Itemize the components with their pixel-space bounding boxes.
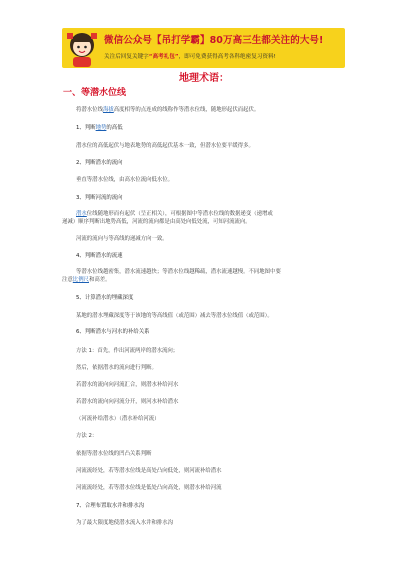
- item-1-text: 潜水位的高低起伏与地表地势的高低起伏基本一致，但潜水位要平缓得多。: [76, 143, 254, 149]
- section-heading: 一、等潜水位线: [63, 88, 127, 98]
- item-3-heading: 3、判断河流的流向: [76, 195, 123, 201]
- item-3-text-3: 河流的流向与等高线的递减方向一致。: [76, 236, 168, 242]
- item-5-text: 某地的潜水埋藏深度等于该地的等高线值（或范围）减去等潜水位线值（或范围）。: [76, 313, 273, 319]
- link-qianshui[interactable]: 潜水: [76, 211, 87, 217]
- method-1-line-3: 若潜水的流向向河流汇合，则潜水补给河水: [76, 382, 179, 388]
- item-2-heading: 2、判断潜水的流向: [76, 160, 123, 166]
- item-3-text-2: 递减）顺序判断出地势高低，河流的流向都是由高处向低处流，可知河流流向。: [62, 219, 251, 225]
- item-3-text-1: 潜水位线随地形而有起伏（呈正相关），可根据图中等潜水位线的数据递变（递增或: [76, 211, 273, 217]
- link-haiba[interactable]: 海拔: [102, 107, 114, 113]
- item-4-text-2: 注意比例尺和高差。: [62, 277, 111, 283]
- item-4-heading: 4、判断潜水的流速: [76, 253, 123, 259]
- item-7-text: 为了最大限度地使潜水流入水井和排水沟: [76, 520, 174, 526]
- item-6-heading: 6、判断潜水与河水的补给关系: [76, 329, 150, 335]
- method-2-line-2: 河流流经处，若等潜水位线是高处凸向低处，则河流补给潜水: [76, 468, 222, 474]
- item-4-text-1: 等潜水位线越密集，潜水流速越快；等潜水位线越稀疏，潜水流速越慢。不同地图中要: [76, 269, 281, 275]
- method-1-line-2: 然后，依据潜水的流向进行判断。: [76, 365, 157, 371]
- method-1-line-5: （河流补给潜水）（潜水补给河流）: [76, 416, 160, 422]
- intro-paragraph: 将潜水位线海拔高度相等的点连成的线称作等潜水位线，随地形起伏而起伏。: [76, 107, 260, 113]
- banner-title: 微信公众号【吊打学霸】80万高三生都关注的大号!: [104, 35, 324, 46]
- item-7-heading: 7、合理布置取水井和排水沟: [76, 503, 145, 509]
- link-dishi[interactable]: 地势: [95, 125, 107, 131]
- method-2-line-3: 河流流经处，若等潜水位线是低处凸向高处，则潜水补给河流: [76, 485, 222, 491]
- item-1-heading: 1、判断地势的高低: [76, 125, 123, 131]
- method-2-line-1: 依据等潜水位线的凹凸关系判断: [76, 451, 152, 457]
- banner-subtitle: 关注后回复关键字“高考礼包”，即可免费获得高考各科绝密复习资料!: [104, 54, 276, 60]
- method-2-heading: 方法 2：: [76, 433, 98, 439]
- item-5-heading: 5、计算潜水的埋藏深度: [76, 295, 134, 301]
- document-title: 地理术语：: [179, 73, 229, 84]
- promo-banner: [62, 28, 345, 68]
- item-2-text: 垂直等潜水位线，由高水位流向低水位。: [76, 177, 174, 183]
- cartoon-girl-icon: [64, 29, 100, 67]
- method-1-line-4: 若潜水的流向向河流分开，则河水补给潜水: [76, 399, 179, 405]
- method-1-line-1: 方法 1：首先，作出河流两岸的潜水流向；: [76, 348, 179, 354]
- link-bilichi[interactable]: 比例尺: [72, 277, 89, 283]
